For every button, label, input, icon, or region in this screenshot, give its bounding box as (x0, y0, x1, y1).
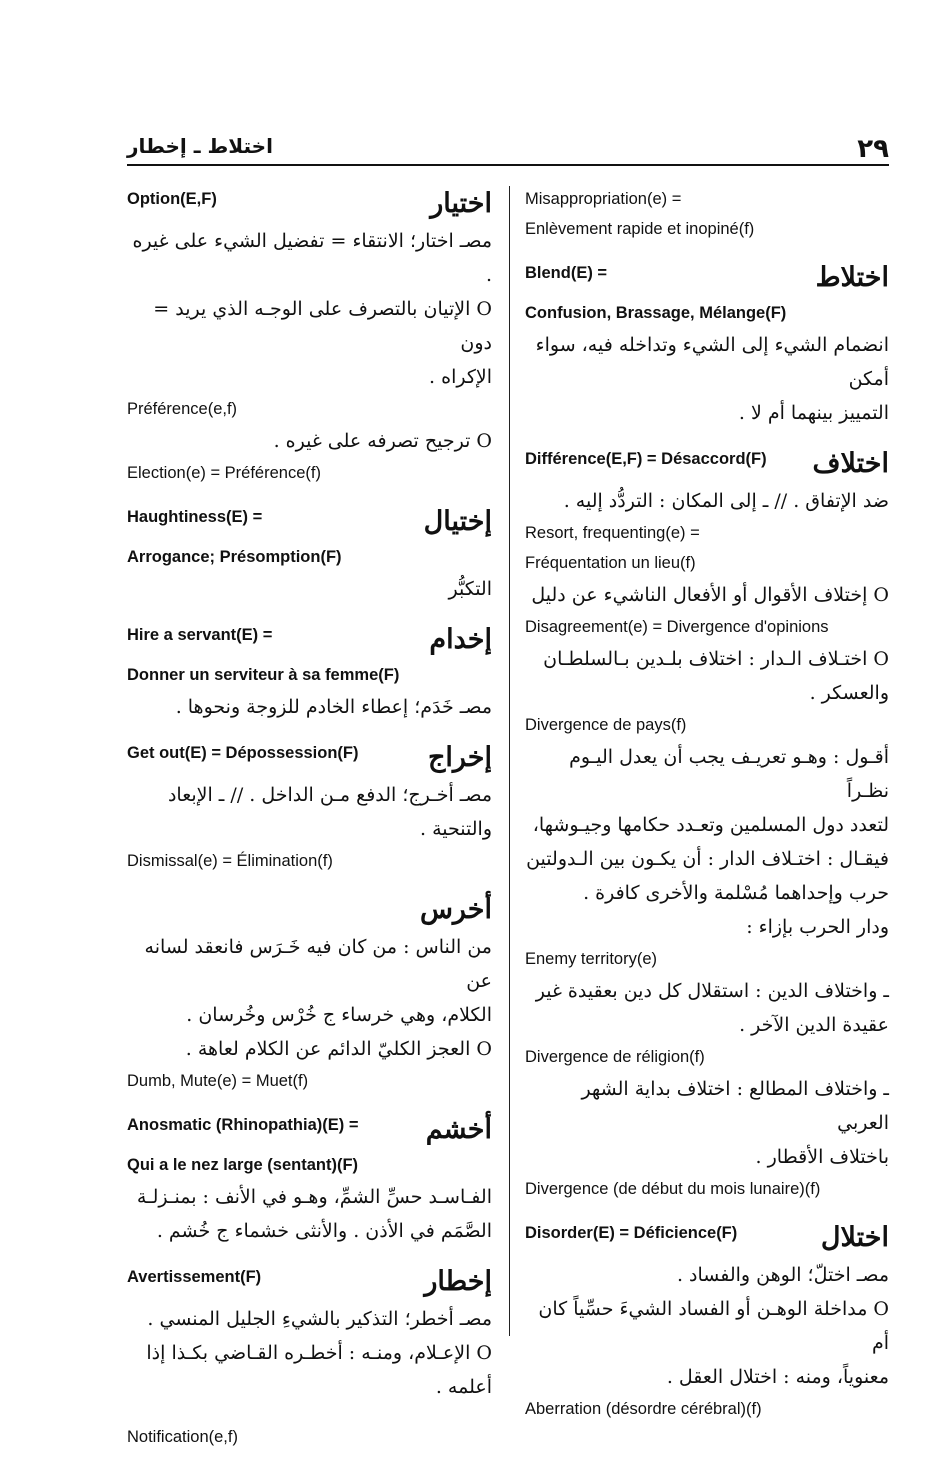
entry-heading (525, 444, 889, 484)
translation-line: Notification(e,f) (127, 1428, 238, 1446)
dictionary-entry (127, 1110, 492, 1248)
translation-line: Resort, frequenting(e) = (525, 524, 700, 542)
arabic-definition: انضمام الشيء إلى الشيء وتداخله فيه، سواء أمكن (535, 334, 889, 390)
arabic-definition: فيقـال : اختـلاف الدار : أن يكـون بين الـدولتين (526, 848, 889, 870)
dictionary-entry (127, 620, 492, 724)
entry-translation: Disorder(E) = Déficience(F) (525, 1224, 738, 1242)
arabic-definition: O مداخلة الوهـن أو الفساد الشيءَ حسِّياً كان أم (538, 1298, 889, 1354)
entry-headword: اختيار (430, 188, 492, 219)
dictionary-entry (127, 738, 492, 876)
column-divider (509, 186, 510, 1336)
entry-translation: Différence(E,F) = Désaccord(F) (525, 450, 767, 468)
page-number: ٢٩ (857, 134, 889, 164)
left-column (127, 184, 492, 1466)
arabic-definition: O الإعـلام، ومنـه : أخطـره القـاضي بكـذا إذا (146, 1342, 492, 1364)
arabic-definition: O اختـلاف الـدار : اختلاف بلـدين بـالسلطـان (543, 648, 889, 670)
translation-line: Dismissal(e) = Élimination(f) (127, 852, 333, 870)
arabic-definition: ـ واختلاف المطالع : اختلاف بداية الشهر العربي (581, 1078, 889, 1134)
translation-line: Divergence de réligion(f) (525, 1048, 705, 1066)
arabic-definition: التكبُّر (448, 578, 492, 600)
translation-line: Dumb, Mute(e) = Muet(f) (127, 1072, 309, 1090)
entry-heading (127, 620, 492, 660)
entry-translation: Anosmatic (Rhinopathia)(E) = (127, 1116, 359, 1134)
arabic-definition: الصَّمَم في الأذن . والأنثى خشماء ج خُشم . (156, 1220, 492, 1242)
translation-line: Donner un serviteur à sa femme(F) (127, 666, 400, 684)
entry-translation: Haughtiness(E) = (127, 508, 263, 526)
dictionary-entry (525, 444, 889, 1204)
dictionary-entry (127, 1262, 492, 1452)
arabic-definition: الكلام، وهي خرساء ج خُرْس وخُرسان . (186, 1004, 492, 1026)
header-rule (127, 164, 889, 166)
translation-line: Misappropriation(e) = (525, 190, 682, 208)
running-title: اختلاط ـ إخطار (127, 134, 273, 158)
translation-line: Enlèvement rapide et inopiné(f) (525, 220, 755, 238)
translation-line: Enemy territory(e) (525, 950, 658, 968)
arabic-definition: مصـ اختار؛ الانتقاء = تفضيل الشيء على غيره . (132, 230, 492, 286)
arabic-definition: ـ واختلاف الدين : استقلال كل دين بعقيدة غير (535, 980, 889, 1002)
entry-heading (127, 738, 492, 778)
arabic-definition: ضد الإتفاق . // ـ إلى المكان : التردُّد إليه . (563, 490, 889, 512)
dictionary-entry (525, 184, 889, 244)
translation-line: Disagreement(e) = Divergence d'opinions (525, 618, 829, 636)
entry-headword: إخطار (424, 1266, 492, 1297)
arabic-definition: حرب وإحداهما مُسْلمة والأخرى كافرة . (583, 882, 889, 904)
dictionary-entry (127, 184, 492, 488)
translation-line: Fréquentation un lieu(f) (525, 554, 696, 572)
entry-heading (127, 1110, 492, 1150)
dictionary-entry (525, 1218, 889, 1424)
arabic-definition: مصـ اختلّ؛ الوهن والفساد . (676, 1264, 889, 1286)
entry-headword: اختلاط (815, 262, 889, 293)
entry-headword: أخرس (419, 894, 492, 925)
entry-headword: إخدام (429, 624, 492, 655)
arabic-definition: لتعدد دول المسلمين وتعـدد حكامها وجيـوشها، (532, 814, 889, 836)
translation-line: Arrogance; Présomption(F) (127, 548, 342, 566)
arabic-definition: أعلمه . (435, 1376, 492, 1398)
translation-line: Aberration (désordre cérébral)(f) (525, 1400, 762, 1418)
entry-headword: أخشم (425, 1114, 492, 1145)
arabic-definition: معنوياً، ومنه : اختلال العقل . (666, 1366, 889, 1388)
arabic-definition: الفـاسـد حسِّ الشمِّ، وهـو في الأنف : بمنـزلـة (136, 1186, 492, 1208)
dictionary-entry (525, 258, 889, 430)
arabic-definition: ودار الحرب بإزاء : (746, 916, 889, 938)
entry-headword: اختلاف (812, 448, 889, 479)
arabic-definition: باختلاف الأقطار . (755, 1146, 889, 1168)
entry-heading (525, 1218, 889, 1258)
translation-line: Confusion, Brassage, Mélange(F) (525, 304, 787, 322)
entry-heading (127, 890, 492, 930)
arabic-definition: O الإتيان بالتصرف على الوجـه الذي يريد = دون (153, 298, 492, 354)
entry-headword: إخراج (427, 742, 492, 773)
entry-heading (127, 502, 492, 542)
entry-headword: اختلال (820, 1222, 889, 1253)
entry-translation: Blend(E) = (525, 264, 608, 282)
translation-line: Préférence(e,f) (127, 400, 238, 418)
arabic-definition: O العجز الكليّ الدائم عن الكلام لعاهة . (185, 1038, 492, 1060)
entry-translation: Hire a servant(E) = (127, 626, 273, 644)
right-column (525, 184, 889, 1438)
arabic-definition: التمييز بينهما أم لا . (738, 402, 889, 424)
translation-line: Election(e) = Préférence(f) (127, 464, 321, 482)
entry-heading (127, 184, 492, 224)
spacer (127, 1404, 492, 1422)
arabic-definition: مصـ أخـرج؛ الدفع مـن الداخل . // ـ الإبعاد (167, 784, 492, 806)
arabic-definition: الإكراه . (429, 366, 492, 388)
dictionary-entry (127, 502, 492, 606)
entry-headword: إختيال (423, 506, 492, 537)
entry-translation: Get out(E) = Dépossession(F) (127, 744, 359, 762)
dictionary-entry (127, 890, 492, 1096)
arabic-definition: والعسكر . (809, 682, 889, 704)
translation-line: Qui a le nez large (sentant)(F) (127, 1156, 359, 1174)
entry-heading (525, 258, 889, 298)
entry-heading (127, 1262, 492, 1302)
arabic-definition: عقيدة الدين الآخر . (739, 1014, 889, 1036)
arabic-definition: أقـول : وهـو تعريـف يجب أن يعدل اليـوم نظـراً (569, 746, 889, 802)
arabic-definition: O ترجيح تصرفه على غيره . (273, 430, 492, 452)
arabic-definition: مصـ خَدَم؛ إعطاء الخادم للزوجة ونحوها . (175, 696, 492, 718)
entry-translation: Avertissement(F) (127, 1268, 262, 1286)
page-header (127, 128, 889, 164)
arabic-definition: والتنحية . (420, 818, 492, 840)
entry-translation: Option(E,F) (127, 190, 217, 208)
arabic-definition: مصـ أخطر؛ التذكير بالشيءِ الجليل المنسي . (147, 1308, 492, 1330)
translation-line: Divergence (de début du mois lunaire)(f) (525, 1180, 821, 1198)
arabic-definition: O إختلاف الأقوال أو الأفعال الناشيء عن دليل (531, 584, 889, 606)
arabic-definition: من الناس : من كان فيه خَـرَس فانعقد لسانه عن (144, 936, 492, 992)
translation-line: Divergence de pays(f) (525, 716, 687, 734)
